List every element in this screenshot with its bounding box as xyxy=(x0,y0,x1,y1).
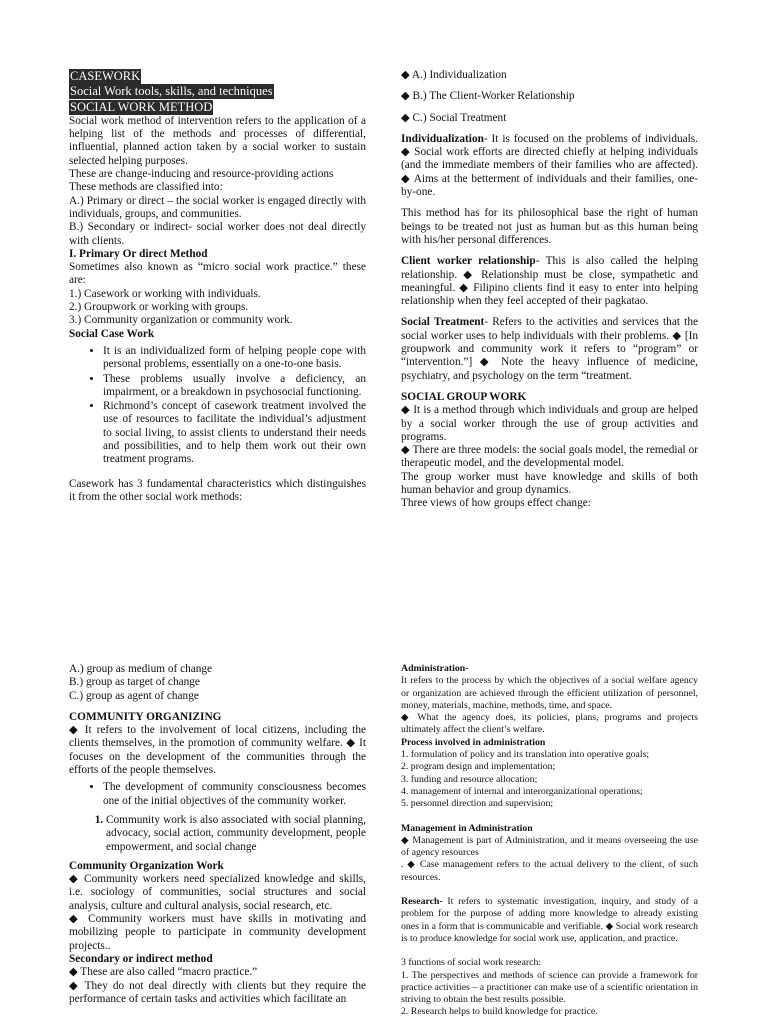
case-work-bullets xyxy=(69,345,366,467)
heading-method: SOCIAL WORK METHOD xyxy=(70,99,213,114)
group-work-p2: ◆ There are three models: the social goals model, the remedial or therapeutic model, and the developmental model. xyxy=(401,444,698,470)
primary-item: 2.) Groupwork or working with groups. xyxy=(69,301,249,314)
function-item: 1. The perspectives and methods of science can provide a framework for practice activities – a practitioner can make use of a scientific orientation in striving to obtain the best results possible. xyxy=(401,969,698,1006)
function-item: 2. Research helps to build knowledge for practice. xyxy=(401,1006,598,1018)
view-item: C.) group as agent of change xyxy=(69,689,199,702)
list-item: • Richmond’s concept of casework treatment involved the use of resources to facilitate the individual’s adjustment to social living, to assist clients to understand their needs and possibilities, and to help them work out their own treatment programs. xyxy=(103,400,366,466)
management-p2: . ◆ Case management refers to the actual delivery to the client, of such resources. xyxy=(401,859,698,883)
research-term: Research- xyxy=(401,896,443,908)
method-definition: Social work method of intervention refers to the application of a helping list of the methods and processes of differential, influential, planned action taken by a social worker to sustain selected helping purposes. xyxy=(69,114,366,167)
list-item: • These problems usually involve a deficiency, an impairment, or a breakdown in psychosocial functioning. xyxy=(103,373,366,400)
process-item: 3. funding and resource allocation; xyxy=(401,773,538,785)
group-work-p4: Three views of how groups effect change: xyxy=(401,497,591,510)
list-item: • The development of community consciousness becomes one of the initial objectives of the community worker. xyxy=(103,781,366,808)
community-organizing-heading: COMMUNITY ORGANIZING xyxy=(69,710,222,723)
process-heading: Process involved in administration xyxy=(401,736,546,748)
philosophical-base-text: This method has for its philosophical base the right of human beings to be treated not just as human but as this human being with his/her personal differences. xyxy=(401,207,698,246)
list-item: 1. Community work is also associated with social planning, advocacy, social action, community development, people empowerment, and social change xyxy=(106,814,366,854)
heading-tools: Social Work tools, skills, and techniques xyxy=(70,84,273,99)
group-work-p1: ◆ It is a method through which individuals and group are helped by a social worker through the use of group activities and programs. xyxy=(401,404,698,443)
secondary-method-heading: Secondary or indirect method xyxy=(69,952,213,965)
characteristics-text: Casework has 3 fundamental characteristics which distinguishes it from the other social work methods: xyxy=(69,477,366,503)
community-work-p2: ◆ Community workers must have skills in motivating and mobilizing people to participate in community development projects.. xyxy=(69,913,366,952)
social-treatment-term: Social Treatment xyxy=(401,316,485,329)
top-right-column xyxy=(401,69,698,511)
functions-heading: 3 functions of social work research: xyxy=(401,957,542,969)
primary-direct-text: A.) Primary or direct – the social worker is engaged directly with individuals, groups, and communities. xyxy=(69,194,366,220)
characteristic-item: ◆ A.) Individualization xyxy=(401,69,507,81)
primary-item: 3.) Community organization or community work. xyxy=(69,314,293,327)
administration-heading: Administration- xyxy=(401,663,469,674)
characteristic-item: ◆ C.) Social Treatment xyxy=(401,111,507,124)
view-item: B.) group as target of change xyxy=(69,676,200,689)
client-worker-term: Client worker relationship xyxy=(401,255,536,268)
top-left-column xyxy=(69,69,366,504)
process-item: 5. personnel direction and supervision; xyxy=(401,798,554,810)
social-treatment-text: - Refers to the activities and services that the social worker uses to help individuals with their problems. ◆ [In groupwork and community work it refers to “program” or “intervention.”] ◆ Note the heavy influence of medicine, psychiatry, and psychology on the term “treatment. xyxy=(401,316,698,382)
community-numbered xyxy=(69,814,366,854)
classified-text: These methods are classified into: xyxy=(69,181,223,194)
community-bullets xyxy=(69,781,366,808)
secondary-indirect-text: B.) Secondary or indirect- social worker does not deal directly with clients. xyxy=(69,221,366,247)
social-case-work-heading: Social Case Work xyxy=(69,327,155,340)
community-work-p1: ◆ Community workers need specialized knowledge and skills, i.e. sociology of communities, social structures and social analysis, culture and cultural analysis, social research, etc. xyxy=(69,873,366,912)
administration-p2: ◆ What the agency does, its policies, plans, programs and projects ultimately affect the client’s welfare. xyxy=(401,712,698,736)
management-heading: Management in Administration xyxy=(401,822,533,834)
process-item: 2. program design and implementation; xyxy=(401,761,556,773)
bottom-left-column xyxy=(69,663,366,1006)
community-organizing-text: ◆ It refers to the involvement of local citizens, including the clients themselves, in the promotion of community welfare. ◆ It focuses on the development of the communities through the efforts of the people themselves. xyxy=(69,724,366,777)
social-treatment-paragraph xyxy=(401,316,698,382)
group-work-p3: The group worker must have knowledge and skills of both human behavior and group dynamics. xyxy=(401,470,698,497)
client-worker-paragraph xyxy=(401,255,698,308)
primary-method-heading: I. Primary Or direct Method xyxy=(69,247,208,260)
community-organization-work-heading: Community Organization Work xyxy=(69,859,224,872)
view-item: A.) group as medium of change xyxy=(69,663,213,675)
research-text: It refers to systematic investigation, inquiry, and study of a problem for the purpose of adding more knowledge to already existing ones in a form that is communicable and verifiable. ◆ Social work research is to produce knowledge for social work use, application, and practice. xyxy=(401,896,698,944)
process-item: 1. formulation of policy and its translation into operative goals; xyxy=(401,749,650,761)
administration-p1: It refers to the process by which the objectives of a social welfare agency or organization are achieved through the efficient utilization of personnel, money, materials, machine, methods, time, and space. xyxy=(401,675,698,711)
primary-intro: Sometimes also known as “micro social work practice.” these are: xyxy=(69,261,366,287)
individualization-text: - It is focused on the problems of individuals. ◆ Social work efforts are directed chiefly at helping individuals (and the immediate members of their families who are affected). ◆ Aims at the betterment of individuals and their families, one-by-one. xyxy=(401,132,698,199)
individualization-paragraph xyxy=(401,133,698,199)
bottom-right-column xyxy=(401,663,698,1019)
process-item: 4. management of internal and interorganizational operations; xyxy=(401,785,643,797)
change-inducing-text: These are change-inducing and resource-providing actions xyxy=(69,168,334,181)
individualization-term: Individualization xyxy=(401,132,484,145)
heading-casework: CASEWORK xyxy=(70,69,141,83)
management-p1: ◆ Management is part of Administration, and it means overseeing the use of agency resources xyxy=(401,834,698,859)
characteristic-item: ◆ B.) The Client-Worker Relationship xyxy=(401,90,575,103)
client-worker-text: - This is also called the helping relationship. ◆ Relationship must be close, sympathetic and meaningful. ◆ Filipino clients find it easy to enter into helping relationship when they feel accepted of their pagkatao. xyxy=(401,255,698,308)
social-group-work-heading: SOCIAL GROUP WORK xyxy=(401,390,527,403)
secondary-p1: ◆ These are also called “macro practice.” xyxy=(69,966,258,979)
research-paragraph xyxy=(401,896,698,945)
primary-item: 1.) Casework or working with individuals. xyxy=(69,287,261,300)
list-item: • It is an individualized form of helping people cope with personal problems, essentially on a one-to-one basis. xyxy=(103,345,366,372)
secondary-p2: ◆ They do not deal directly with clients but they require the performance of certain tasks and activities which facilitate an xyxy=(69,979,366,1005)
